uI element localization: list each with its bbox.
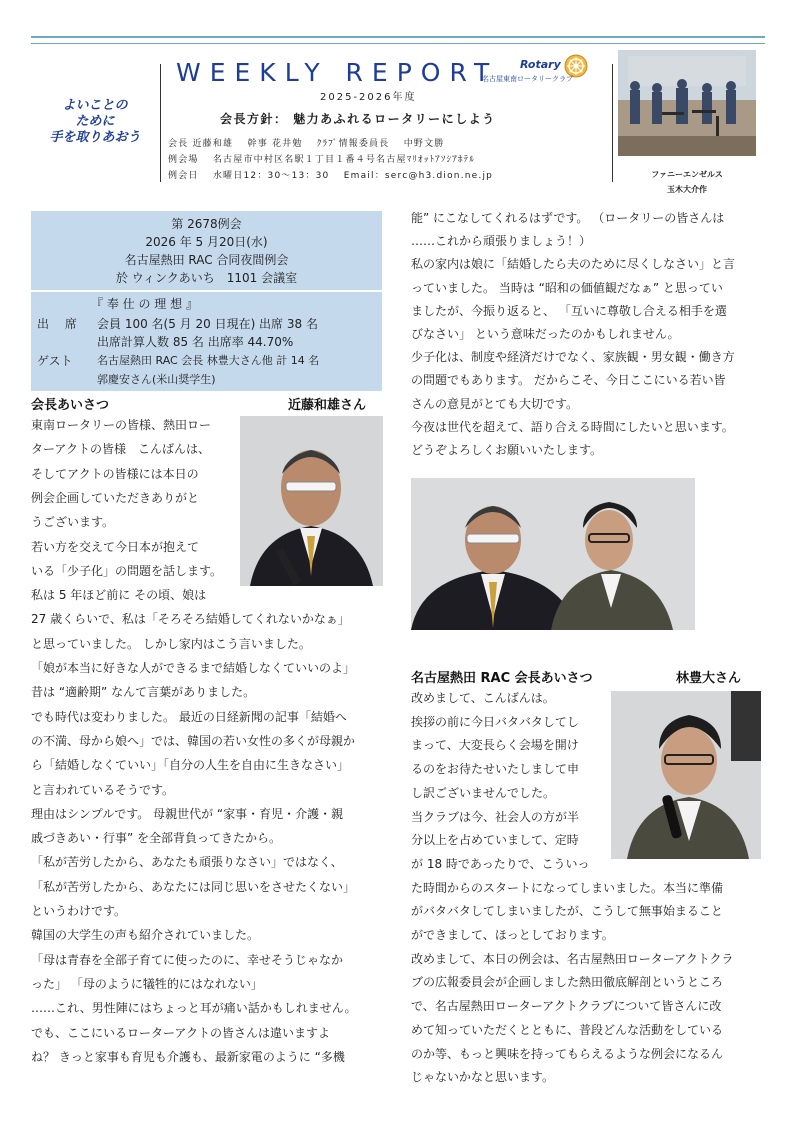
- painting-caption-artist: 玉木大介作: [667, 185, 707, 194]
- body-line: ……これから頑張りましょう！）: [411, 234, 592, 249]
- band-painting: [618, 50, 756, 156]
- body-line: 私の家内は娘に「結婚したら夫のために尽くしなさい」と言: [411, 257, 736, 272]
- meeting-place: 於 ウィンクあいち 1101 会議室: [115, 271, 298, 285]
- body-line: さんの意見がとても大切です。: [411, 396, 579, 411]
- rac-greeting-heading: 名古屋熱田 RAC 会長あいさつ: [411, 671, 593, 686]
- body-line: 「私が苦労したから、あなたも頑張りなさい」ではなく、: [31, 855, 343, 870]
- body-line: 昔は “適齢期” なんて言葉がありました。: [31, 685, 256, 700]
- club-name: 名古屋東南ロータリークラブ: [482, 75, 573, 83]
- fiscal-year: 2025-2026年度: [320, 92, 417, 103]
- body-line: 私は 5 年ほど前に その頃、娘は: [31, 588, 207, 603]
- attendance-label: 出 席: [37, 317, 77, 331]
- top-rule-thin: [31, 43, 765, 44]
- body-line: ができまして、ほっとしております。: [411, 928, 614, 942]
- top-rule: [31, 36, 765, 38]
- newsletter-title: WEEKLY REPORT: [176, 58, 499, 87]
- body-line: ましたが、今振り返ると、 「互いに尊敬し合える相手を選: [411, 303, 727, 318]
- body-line: 若い方を交えて今日本が抱えて: [31, 539, 200, 554]
- body-line: でも時代は変わりました。 最近の日経新聞の記事「結婚へ: [31, 709, 347, 724]
- body-line: 「私が苦労したから、あなたには同じ思いをさせたくない」: [31, 879, 356, 894]
- meeting-line: 例会日 水曜日12：30～13：30 Email：serc@h3.dion.ne.jp: [168, 171, 494, 181]
- body-line: ブの広報委員会が企画しました熱田徹底解剖というところ: [411, 975, 724, 990]
- body-line: びなさい」 という意味だったのかもしれません。: [411, 327, 680, 341]
- body-line: ら「結婚しなくていい」「自分の人生を自由に生きなさい」: [31, 758, 350, 773]
- venue-line: 例会場 名古屋市中村区名駅１丁目１番４号名古屋ﾏﾘｵｯﾄｱｿｼｱﾎﾃﾙ: [168, 155, 476, 165]
- body-line: 能” にこなしてくれるはずです。 （ロータリーの皆さんは: [411, 211, 725, 225]
- painting-caption-title: ファニーエンゼルス: [651, 170, 723, 179]
- meeting-info-box: [31, 211, 382, 391]
- rotary-wordmark: Rotary: [520, 58, 561, 71]
- body-line: 東南ロータリーの皆様、熱田ロー: [31, 418, 212, 432]
- motto-line-2: ために: [75, 114, 115, 129]
- body-line: 改めまして、本日の例会は、名古屋熱田ローターアクトクラ: [411, 951, 734, 966]
- guest-list-1: 名古屋熱田 RAC 会長 林豊大さん他 計 14 名: [97, 354, 320, 367]
- rac-president-name: 林豊大さん: [676, 671, 742, 686]
- body-line: るのをお待たせいたしまして申: [411, 762, 580, 777]
- president-greeting-heading: 会長あいさつ: [31, 398, 110, 413]
- body-line: 「母は青春を全部子育てに使ったのに、幸せそうじゃなか: [31, 952, 344, 967]
- body-line: 「娘が本当に好きな人ができるまで結婚しなくていいのよ」: [31, 661, 356, 675]
- body-line: 分以上を占めていまして、定時: [411, 833, 579, 848]
- body-line: 例会企画していただきありがと: [31, 490, 200, 505]
- body-line: 韓国の大学生の声も紹介されていました。: [31, 928, 260, 943]
- body-line: まって、大変長らく会場を開け: [411, 738, 579, 753]
- speakers-photo: [411, 478, 695, 630]
- body-line: どうぞよろしくお願いいたします。: [411, 443, 603, 457]
- meeting-date: 2026 年 5 月20日(水): [145, 235, 268, 249]
- body-line: でも、ここにいるローターアクトの皆さんは違いますよ: [31, 1025, 331, 1040]
- body-line: ……これ、男性陣にはちょっと耳が痛い話かもしれません。: [31, 1001, 357, 1016]
- info-separator: [31, 290, 382, 292]
- club-motto: [28, 98, 162, 146]
- body-line: 当クラブは今、社会人の方が半: [411, 809, 580, 824]
- body-line: ね？ きっと家事も育児も介護も、最新家電のように “多機: [31, 1049, 345, 1064]
- body-line: が 18 時であったりで、こういっ: [411, 856, 590, 871]
- body-line: 少子化は、制度や経済だけでなく、家族観・男女観・働き方: [411, 350, 735, 365]
- president-policy: 会長方針： 魅力あふれるロータリーにしよう: [220, 112, 496, 126]
- officers-line: 会長 近藤和雄 幹事 花井勉 ｸﾗﾌﾞ情報委員長 中野文勝: [168, 139, 445, 149]
- rac-president-photo: [611, 691, 761, 859]
- body-line: 改めまして、こんばんは。: [411, 691, 555, 705]
- meeting-number: 第 2678例会: [171, 217, 242, 231]
- body-line: 27 歳くらいで、私は「そろそろ結婚してくれないかなぁ」: [31, 612, 350, 627]
- body-line: うございます。: [31, 515, 115, 530]
- body-line: で、名古屋熱田ローターアクトクラブについて皆さんに改: [411, 999, 722, 1014]
- body-line: の問題でもあります。 だからこそ、今日ここにいる若い皆: [411, 373, 726, 388]
- body-line: いる「少子化」の問題を話します。: [31, 563, 223, 578]
- attendance-members: 会員 100 名(5 月 20 日現在) 出席 38 名: [97, 317, 318, 331]
- body-line: めて知っていただくとともに、普段どんな活動をしている: [411, 1022, 724, 1037]
- body-line: というわけです。: [31, 904, 127, 918]
- body-line: 理由はシンプルです。 母親世代が “家事・育児・介護・親: [31, 806, 344, 821]
- body-line: と思っていました。 しかし家内はこう言いました。: [31, 636, 311, 651]
- body-line: た時間からのスタートになってしまいました。本当に準備: [411, 880, 724, 895]
- body-line: じゃないかなと思います。: [411, 1070, 555, 1085]
- body-line: がバタバタしてしまいましたが、こうして無事始まること: [411, 904, 723, 919]
- rotary-logo: [482, 56, 610, 86]
- attendance-rate: 出席計算人数 85 名 出席率 44.70%: [97, 335, 294, 349]
- body-line: っていました。 当時は “昭和の価値観だなぁ” と思ってい: [411, 280, 723, 295]
- meeting-theme: 『 奉 仕 の 理 想 』: [91, 297, 198, 311]
- guest-label: ゲスト: [37, 354, 73, 368]
- body-line: 戚づきあい・行事” を全部背負ってきたから。: [31, 831, 282, 846]
- motto-line-1: よいことの: [62, 98, 128, 113]
- header-divider-left: [160, 64, 161, 182]
- body-line: 今夜は世代を超えて、語り合える時間にしたいと思います。: [411, 419, 734, 434]
- body-line: そしてアクトの皆様には本日の: [31, 466, 199, 481]
- body-line: の不満、母から娘へ」では、韓国の若い女性の多くが母親か: [31, 733, 356, 748]
- body-line: し訳ございませんでした。: [411, 785, 556, 800]
- president-photo: [240, 416, 383, 586]
- body-line: と言われているそうです。: [31, 782, 175, 797]
- guest-list-2: 郭慶安さん(米山奨学生): [97, 373, 216, 386]
- body-line: ターアクトの皆様 こんばんは、: [31, 442, 211, 457]
- body-line: のか等、もっと興味を持ってもらえるような例会になるん: [411, 1046, 724, 1061]
- motto-line-3: 手を取りあおう: [49, 130, 141, 145]
- body-line: 挨拶の前に今日バタバタしてし: [411, 714, 579, 729]
- president-name: 近藤和雄さん: [288, 398, 367, 413]
- meeting-event: 名古屋熱田 RAC 合同夜間例会: [124, 253, 289, 267]
- header-divider-right: [612, 64, 613, 182]
- body-line: った」 「母のように犠牲的にはなれない」: [31, 976, 263, 991]
